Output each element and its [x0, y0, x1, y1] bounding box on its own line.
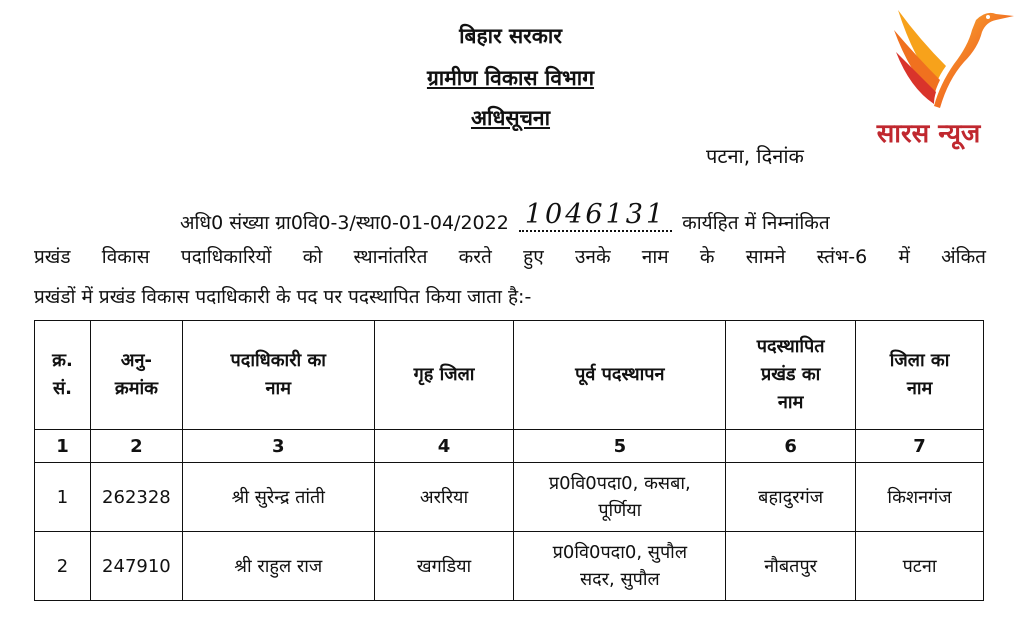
column-header: जिला का नाम: [856, 321, 984, 430]
reference-number-handwritten: 1046131: [519, 199, 672, 232]
table-header-row: [35, 321, 984, 430]
reference-line: [180, 199, 1000, 238]
table-cell: बहादुरगंज: [726, 463, 856, 532]
column-number: 7: [856, 430, 984, 463]
column-number: 2: [90, 430, 182, 463]
table-cell: 262328: [90, 463, 182, 532]
place-date-label: पटना, दिनांक: [706, 144, 804, 168]
table-cell: 247910: [90, 532, 182, 601]
table-cell: खगडिया: [374, 532, 514, 601]
column-header: क्र. सं.: [35, 321, 91, 430]
heron-bird-icon: [836, 0, 1021, 118]
paragraph-line-2: प्रखंड विकास पदाधिकारियों को स्थानांतरित करते हुए उनके नाम के सामने स्तंभ-6 में अंकित: [34, 246, 986, 268]
column-header: गृह जिला: [374, 321, 514, 430]
notification-title: अधिसूचना: [470, 106, 551, 130]
table-cell: नौबतपुर: [726, 532, 856, 601]
column-header: अनु- क्रमांक: [90, 321, 182, 430]
table-cell: 2: [35, 532, 91, 601]
column-header: पदस्थापित प्रखंड का नाम: [726, 321, 856, 430]
column-number: 1: [35, 430, 91, 463]
table-cell: 1: [35, 463, 91, 532]
column-number: 6: [726, 430, 856, 463]
table-cell: प्र0वि0पदा0, सुपौल सदर, सुपौल: [514, 532, 726, 601]
reference-suffix: कार्यहित में निम्नांकित: [682, 212, 830, 234]
column-header: पदाधिकारी का नाम: [182, 321, 374, 430]
table-cell: श्री सुरेन्द्र तांती: [182, 463, 374, 532]
column-number-row: [35, 430, 984, 463]
government-title: बिहार सरकार: [459, 24, 562, 48]
table-cell: अररिया: [374, 463, 514, 532]
transfer-table: [34, 320, 984, 601]
table-row: [35, 463, 984, 532]
paragraph-line-3: प्रखंडों में प्रखंड विकास पदाधिकारी के पद पर पदस्थापित किया जाता है:-: [34, 286, 532, 308]
saras-news-logo: [836, 0, 1021, 172]
table-body: [35, 430, 984, 601]
table-cell: श्री राहुल राज: [182, 532, 374, 601]
table-cell: किशनगंज: [856, 463, 984, 532]
column-number: 4: [374, 430, 514, 463]
table-cell: पटना: [856, 532, 984, 601]
logo-text: सारस न्यूज: [876, 119, 981, 149]
column-number: 5: [514, 430, 726, 463]
department-title: ग्रामीण विकास विभाग: [426, 66, 595, 90]
column-header: पूर्व पदस्थापन: [514, 321, 726, 430]
reference-prefix: अधि0 संख्या ग्रा0वि0-3/स्था0-01-04/2022: [180, 212, 509, 234]
column-number: 3: [182, 430, 374, 463]
table-row: [35, 532, 984, 601]
table-cell: प्र0वि0पदा0, कसबा, पूर्णिया: [514, 463, 726, 532]
